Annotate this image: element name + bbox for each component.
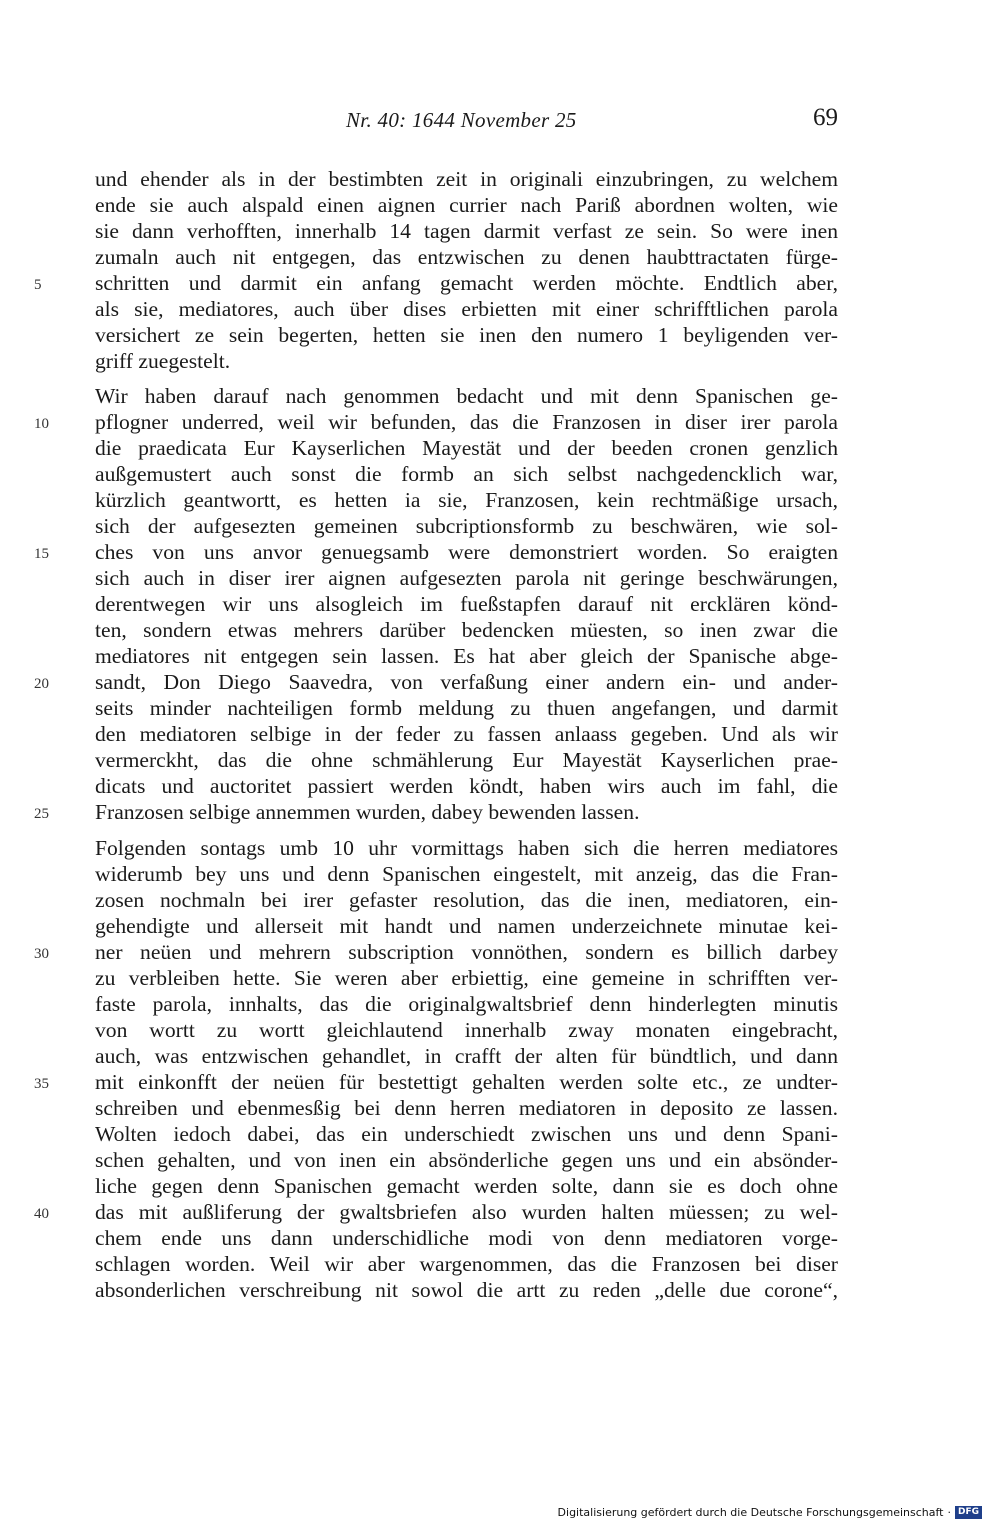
page-number: 69 [813,104,838,131]
text-line: sich der aufgesezten gemeinen subcriptionsformb zu beschwären, wie sol- [95,514,838,538]
line-number: 10 [34,416,49,432]
text-line: und ehender als in der bestimbten zeit in originali einzubringen, zu welchem [95,167,838,191]
text-line: sandt, Don Diego Saavedra, von verfaßung einer andern ein- und ander- [95,670,838,694]
text-line: kürzlich geantwortt, es hetten ia sie, Franzosen, kein rechtmäßige ursach, [95,488,838,512]
text-line: ten, sondern etwas mehrers darüber bedencken müesten, so inen zwar die [95,618,838,642]
text-line: ches von uns anvor genuegsamb were demonstriert worden. So eraigten [95,540,838,564]
text-line: gehendigte und allerseit mit handt und namen underzeichnete minutae kei- [95,914,838,938]
text-line: schreiben und ebenmesßig bei denn herren mediatoren in deposito ze lassen. [95,1096,838,1120]
text-line: griff zuegestelt. [95,349,231,373]
line-number: 30 [34,946,49,962]
text-line: das mit außliferung der gwaltsbriefen also wurden halten müessen; zu wel- [95,1200,838,1224]
text-line: Wolten iedoch dabei, das ein underschiedt zwischen uns und denn Spani- [95,1122,838,1146]
text-line: seits minder nachteiligen formb meldung zu thuen angefangen, und darmit [95,696,838,720]
footer-separator: · [947,1506,951,1519]
line-number: 25 [34,806,49,822]
text-line: zumaln auch nit entgegen, das entzwischen zu denen haubttractaten fürge- [95,245,838,269]
line-number: 40 [34,1206,49,1222]
text-line: schritten und darmit ein anfang gemacht werden möchte. Endtlich aber, [95,271,838,295]
text-line: widerumb bey uns und denn Spanischen eingestelt, mit anzeig, das die Fran- [95,862,838,886]
text-line: schlagen worden. Weil wir aber wargenommen, das die Franzosen bei diser [95,1252,838,1276]
text-line: auch, was entzwischen gehandlet, in crafft der alten für bündtlich, und dann [95,1044,838,1068]
text-line: mediatores nit entgegen sein lassen. Es hat aber gleich der Spanische abge- [95,644,838,668]
text-line: den mediatoren selbige in der feder zu fassen anlaass gegeben. Und als wir [95,722,838,746]
text-line: ner neüen und mehrern subscription vonnöthen, sondern es billich darbey [95,940,838,964]
dfg-logo-icon: DFG [955,1506,982,1519]
line-number: 35 [34,1076,49,1092]
line-number: 15 [34,546,49,562]
text-line: faste parola, innhalts, das die originalgwaltsbrief denn hinderlegten minutis [95,992,838,1016]
text-line: von wortt zu wortt gleichlautend innerhalb zway monaten eingebracht, [95,1018,838,1042]
text-line: liche gegen denn Spanischen gemacht werden solte, dann sie es doch ohne [95,1174,838,1198]
text-line: zu verbleiben hette. Sie weren aber erbiettig, eine gemeine in schrifften ver- [95,966,838,990]
text-line: chem ende uns dann underschidliche modi von denn mediatoren vorge- [95,1226,838,1250]
text-line: zosen nochmaln bei irer gefaster resolution, das die inen, mediatoren, ein- [95,888,838,912]
text-line: Franzosen selbige annemmen wurden, dabey bewenden lassen. [95,800,640,824]
text-line: als sie, mediatores, auch über dises erbietten mit einer schrifftlichen parola [95,297,838,321]
text-line: vermerckht, das die ohne schmählerung Eur Mayestät Kayserlichen prae- [95,748,838,772]
running-title: Nr. 40: 1644 November 25 [346,108,577,132]
text-line: sie dann verhofften, innerhalb 14 tagen darmit verfast ze sein. So were inen [95,219,838,243]
text-line: schen gehalten, und von inen ein absönderliche gegen uns und ein absönder- [95,1148,838,1172]
text-line: dicats und auctoritet passiert werden köndt, haben wirs auch im fahl, die [95,774,838,798]
text-line: mit einkonfft der neüen für bestettigt gehalten werden solte etc., ze undter- [95,1070,838,1094]
funding-footer [558,1506,982,1519]
line-number: 20 [34,676,49,692]
text-line: absonderlichen verschreibung nit sowol die artt zu reden „delle due corone“, [95,1278,838,1302]
text-line: derentwegen wir uns alsogleich im fueßstapfen darauf nit ercklären könd- [95,592,838,616]
text-line: pflogner underred, weil wir befunden, das die Franzosen in diser irer parola [95,410,838,434]
text-line: versichert ze sein begerten, hetten sie inen den numero 1 beyligenden ver- [95,323,838,347]
text-line: ende sie auch alspald einen aignen currier nach Pariß abordnen wolten, wie [95,193,838,217]
text-line: Folgenden sontags umb 10 uhr vormittags haben sich die herren mediatores [95,836,838,860]
line-number: 5 [34,277,42,293]
text-line: sich auch in diser irer aignen aufgesezten parola nit geringe beschwärungen, [95,566,838,590]
text-line: Wir haben darauf nach genommen bedacht und mit denn Spanischen ge- [95,384,838,408]
text-line: außgemustert auch sonst die formb an sich selbst nachgedencklich war, [95,462,838,486]
funding-text: Digitalisierung gefördert durch die Deutsche Forschungsgemeinschaft [557,1506,944,1519]
text-line: die praedicata Eur Kayserlichen Mayestät und der beeden cronen genzlich [95,436,838,460]
